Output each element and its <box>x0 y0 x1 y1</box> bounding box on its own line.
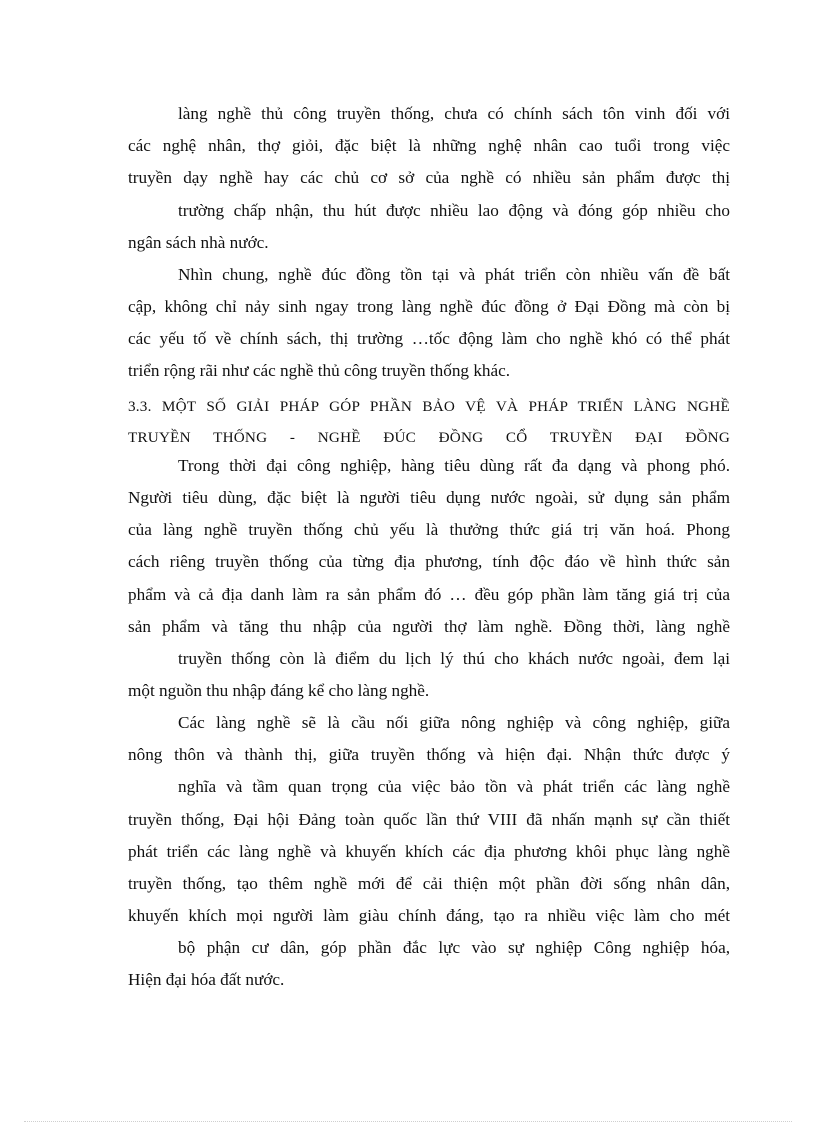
paragraph-line: cách riêng truyền thống của từng địa phương, tính độc đáo về hình thức sản <box>128 552 730 571</box>
paragraph-line: cập, không chỉ nảy sinh ngay trong làng nghề đúc đồng ở Đại Đồng mà còn bị <box>128 297 730 316</box>
paragraph-line: các nghệ nhân, thợ giỏi, đặc biệt là những nghệ nhân cao tuổi trong việc <box>128 136 730 155</box>
paragraph-line: Hiện đại hóa đất nước. <box>128 970 285 989</box>
paragraph-line: phẩm và cả địa danh làm ra sản phẩm đó … đều góp phần làm tăng giá trị của <box>128 585 730 604</box>
section-heading: 3.3. MỘT SỐ GIẢI PHÁP GÓP PHẦN BẢO VỆ VÀ PHÁP TRIỂN LÀNG NGHỀ <box>128 398 730 415</box>
paragraph-line: ngân sách nhà nước. <box>128 233 269 252</box>
paragraph-line: khuyến khích mọi người làm giàu chính đáng, tạo ra nhiều việc làm cho mét <box>128 906 730 925</box>
paragraph-line: bộ phận cư dân, góp phần đắc lực vào sự nghiệp Công nghiệp hóa, <box>178 938 730 957</box>
paragraph-line: truyền thống, tạo thêm nghề mới để cải thiện một phần đời sống nhân dân, <box>128 874 730 893</box>
paragraph-line: Các làng nghề sẽ là cầu nối giữa nông nghiệp và công nghiệp, giữa <box>178 713 730 732</box>
paragraph-line: phát triển các làng nghề và khuyến khích các địa phương khôi phục làng nghề <box>128 842 730 861</box>
paragraph-line: Người tiêu dùng, đặc biệt là người tiêu dụng nước ngoài, sử dụng sản phẩm <box>128 488 730 507</box>
paragraph-line: Trong thời đại công nghiệp, hàng tiêu dùng rất đa dạng và phong phó. <box>178 456 730 475</box>
paragraph-line: sản phẩm và tăng thu nhập của người thợ làm nghề. Đồng thời, làng nghề <box>128 617 730 636</box>
paragraph-line: trường chấp nhận, thu hút được nhiều lao động và đóng góp nhiều cho <box>178 201 730 220</box>
paragraph-line: truyền thống, Đại hội Đảng toàn quốc lần thứ VIII đã nhấn mạnh sự cần thiết <box>128 810 730 829</box>
paragraph-line: truyền dạy nghề hay các chủ cơ sở của nghề có nhiều sản phẩm được thị <box>128 168 730 187</box>
paragraph-line: truyền thống còn là điểm du lịch lý thú cho khách nước ngoài, đem lại <box>178 649 730 668</box>
paragraph-line: các yếu tố về chính sách, thị trường …tốc động làm cho nghề khó có thể phát <box>128 329 730 348</box>
paragraph-line: nghĩa và tầm quan trọng của việc bảo tồn và phát triển các làng nghề <box>178 777 730 796</box>
paragraph-line: một nguồn thu nhập đáng kể cho làng nghề. <box>128 681 430 700</box>
page-bottom-divider <box>24 1121 792 1122</box>
section-heading: TRUYỀN THỐNG - NGHỀ ĐÚC ĐỒNG CỔ TRUYỀN ĐẠI ĐỒNG <box>128 429 730 446</box>
paragraph-line: Nhìn chung, nghề đúc đồng tồn tại và phát triển còn nhiều vấn đề bất <box>178 265 730 284</box>
paragraph-line: làng nghề thủ công truyền thống, chưa có chính sách tôn vinh đối với <box>178 104 730 123</box>
paragraph-line: triển rộng rãi như các nghề thủ công truyền thống khác. <box>128 361 511 380</box>
paragraph-line: của làng nghề truyền thống chủ yếu là thưởng thức giá trị văn hoá. Phong <box>128 520 730 539</box>
paragraph-line: nông thôn và thành thị, giữa truyền thống và hiện đại. Nhận thức được ý <box>128 745 730 764</box>
